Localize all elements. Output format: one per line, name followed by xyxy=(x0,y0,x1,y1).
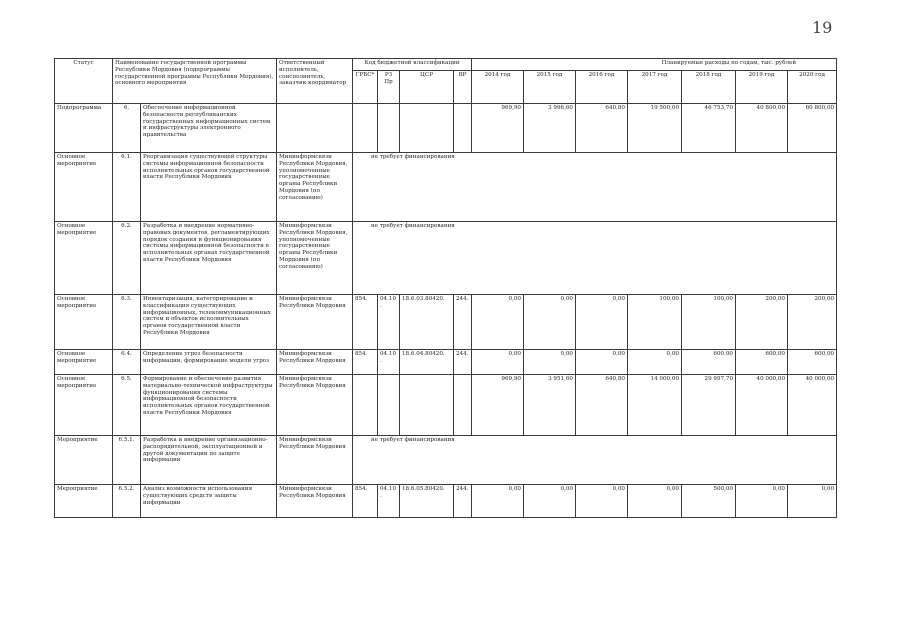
row-status: Основное мероприятие xyxy=(55,153,113,222)
row-value-2014: 0,00 xyxy=(472,295,524,350)
row-value-2020: 200,00 xyxy=(788,295,837,350)
header-csr: ЦСР xyxy=(400,71,454,104)
budget-table xyxy=(54,58,837,518)
page-number: 19 xyxy=(812,18,833,37)
row-vr: 244. xyxy=(454,295,472,350)
row-value-2019: 40 000,00 xyxy=(736,375,788,436)
row-value-2015: 0,00 xyxy=(524,485,576,518)
row-name: Разработка и внедрение нормативно-правовых документов, регламентирующих порядок создания и функционирования системы информационной безопасности в исполнительных органах государственной власти Республики Мордовия xyxy=(141,222,277,295)
row-funding-note: не требует финансирования xyxy=(353,222,837,295)
row-value-2019: 200,00 xyxy=(736,295,788,350)
row-csr: 18.6.05.80420. xyxy=(400,485,454,518)
row-value-2017: 0,00 xyxy=(628,485,682,518)
row-responsible: Мининформсвязи Республики Мордовия, уполномоченные государственные органы Республики Мордовия (по согласованию) xyxy=(277,222,353,295)
row-grbs xyxy=(353,375,378,436)
row-value-2020: 0,00 xyxy=(788,485,837,518)
header-year-2020: 2020 год xyxy=(788,71,837,104)
row-name: Разработка и внедрение организационно-распорядительной, эксплуатационной и другой документации по защите информации xyxy=(141,436,277,485)
row-value-2017: 100,00 xyxy=(628,295,682,350)
row-value-2016: 0,00 xyxy=(576,485,628,518)
header-year-2018: 2018 год xyxy=(682,71,736,104)
table-row xyxy=(55,485,837,518)
row-value-2018: 600,00 xyxy=(682,350,736,375)
row-responsible: Мининформсвязи Республики Мордовия xyxy=(277,375,353,436)
row-value-2015: 0,00 xyxy=(524,350,576,375)
row-number: 6.5.1. xyxy=(113,436,141,485)
row-grbs: 854. xyxy=(353,485,378,518)
table-header xyxy=(55,59,837,104)
header-vr: ВР xyxy=(454,71,472,104)
row-number: 6.3. xyxy=(113,295,141,350)
header-status: Статус xyxy=(55,59,113,104)
row-value-2014: 0,00 xyxy=(472,350,524,375)
row-name: Анализ возможности использования существующих средств защиты информации xyxy=(141,485,277,518)
table-row xyxy=(55,222,837,295)
row-status: Мероприятие xyxy=(55,485,113,518)
row-value-2016: 0,00 xyxy=(576,295,628,350)
row-grbs xyxy=(353,104,378,153)
row-responsible: Мининформсвязи Республики Мордовия xyxy=(277,485,353,518)
row-vr: 244. xyxy=(454,350,472,375)
row-value-2019: 600,00 xyxy=(736,350,788,375)
row-value-2015: 3 951,60 xyxy=(524,375,576,436)
row-rz-pr: 04.10. xyxy=(378,350,400,375)
row-rz-pr: 04.10. xyxy=(378,485,400,518)
header-responsible: Ответственный исполнитель, соисполнитель, заказчик-координатор xyxy=(277,59,353,104)
header-year-2014: 2014 год xyxy=(472,71,524,104)
row-status: Основное мероприятие xyxy=(55,222,113,295)
row-rz-pr xyxy=(378,375,400,436)
row-responsible: Мининформсвязи Республики Мордовия xyxy=(277,350,353,375)
row-value-2018: 29 997,70 xyxy=(682,375,736,436)
header-planned-expenses: Планируемые расходы по годам, тыс. рублей xyxy=(472,59,837,71)
header-name: Наименование государственной программы Республики Мордовия (подпрограммы государственной программы Республики Мордовия), основного мероприятия xyxy=(113,59,277,104)
row-number: 6.5.2. xyxy=(113,485,141,518)
table-row xyxy=(55,436,837,485)
row-csr xyxy=(400,375,454,436)
row-responsible: Мининформсвязи Республики Мордовия, уполномоченные государственные органы Республики Мордовия (по согласованию) xyxy=(277,153,353,222)
table-row xyxy=(55,104,837,153)
header-year-2015: 2015 год xyxy=(524,71,576,104)
row-value-2019: 40 800,00 xyxy=(736,104,788,153)
header-rz-pr: РЗ Пр xyxy=(378,71,400,104)
table-row xyxy=(55,295,837,350)
row-status: Подпрограмма xyxy=(55,104,113,153)
row-csr: 18.6.03.80420. xyxy=(400,295,454,350)
row-number: 6.5. xyxy=(113,375,141,436)
row-value-2019: 0,00 xyxy=(736,485,788,518)
row-funding-note: не требует финансирования xyxy=(353,153,837,222)
row-value-2017: 14 000,00 xyxy=(628,375,682,436)
row-value-2014: 969,90 xyxy=(472,375,524,436)
row-csr xyxy=(400,104,454,153)
row-name: Определение угроз безопасности информации, формирование модели угроз xyxy=(141,350,277,375)
header-year-2019: 2019 год xyxy=(736,71,788,104)
row-value-2014: 0,00 xyxy=(472,485,524,518)
row-number: 6.4. xyxy=(113,350,141,375)
row-rz-pr xyxy=(378,104,400,153)
row-status: Основное мероприятие xyxy=(55,375,113,436)
table-row xyxy=(55,350,837,375)
row-rz-pr: 04.10. xyxy=(378,295,400,350)
row-vr xyxy=(454,375,472,436)
header-year-2016: 2016 год xyxy=(576,71,628,104)
table-row xyxy=(55,375,837,436)
row-vr xyxy=(454,104,472,153)
row-value-2020: 600,00 xyxy=(788,350,837,375)
header-grbs: ГРБС* xyxy=(353,71,378,104)
row-value-2020: 40 000,00 xyxy=(788,375,837,436)
row-status: Основное мероприятие xyxy=(55,350,113,375)
row-status: Основное мероприятие xyxy=(55,295,113,350)
row-number: 6.2. xyxy=(113,222,141,295)
row-value-2020: 60 800,00 xyxy=(788,104,837,153)
header-year-2017: 2017 год xyxy=(628,71,682,104)
row-value-2018: 46 753,70 xyxy=(682,104,736,153)
row-vr: 244. xyxy=(454,485,472,518)
row-grbs: 854. xyxy=(353,295,378,350)
row-name: Формирование и обеспечение развития материально-технической инфраструктуры функционирования системы информационной безопасности исполнительных органов государственной власти Республики Мордовия xyxy=(141,375,277,436)
row-value-2016: 640,80 xyxy=(576,375,628,436)
row-responsible xyxy=(277,104,353,153)
row-value-2016: 640,80 xyxy=(576,104,628,153)
row-name: Обеспечение информационной безопасности республиканских государственных информационных систем и инфраструктуры электронного правительства xyxy=(141,104,277,153)
row-value-2017: 19 500,00 xyxy=(628,104,682,153)
row-value-2017: 0,00 xyxy=(628,350,682,375)
table-row xyxy=(55,153,837,222)
row-value-2014: 969,90 xyxy=(472,104,524,153)
row-responsible: Мининформсвязи Республики Мордовия xyxy=(277,295,353,350)
row-status: Мероприятие xyxy=(55,436,113,485)
row-value-2018: 500,00 xyxy=(682,485,736,518)
row-value-2015: 0,00 xyxy=(524,295,576,350)
row-value-2015: 3 996,60 xyxy=(524,104,576,153)
row-responsible: Мининформсвязи Республики Мордовия xyxy=(277,436,353,485)
row-csr: 18.6.04.80420. xyxy=(400,350,454,375)
row-number: 6.1. xyxy=(113,153,141,222)
row-grbs: 854. xyxy=(353,350,378,375)
row-number: 6. xyxy=(113,104,141,153)
row-value-2016: 0,00 xyxy=(576,350,628,375)
header-budget-code: Код бюджетной классификации xyxy=(353,59,472,71)
row-name: Инвентаризация, категорирование и классификация существующих информационных, телекоммуникационных систем и объектов исполнительных органов государственной власти Республики Мордовия xyxy=(141,295,277,350)
row-name: Реорганизация существующей структуры системы информационной безопасности исполнительных органов государственной власти Республики Мордовия xyxy=(141,153,277,222)
row-value-2018: 100,00 xyxy=(682,295,736,350)
row-funding-note: не требует финансирования xyxy=(353,436,837,485)
